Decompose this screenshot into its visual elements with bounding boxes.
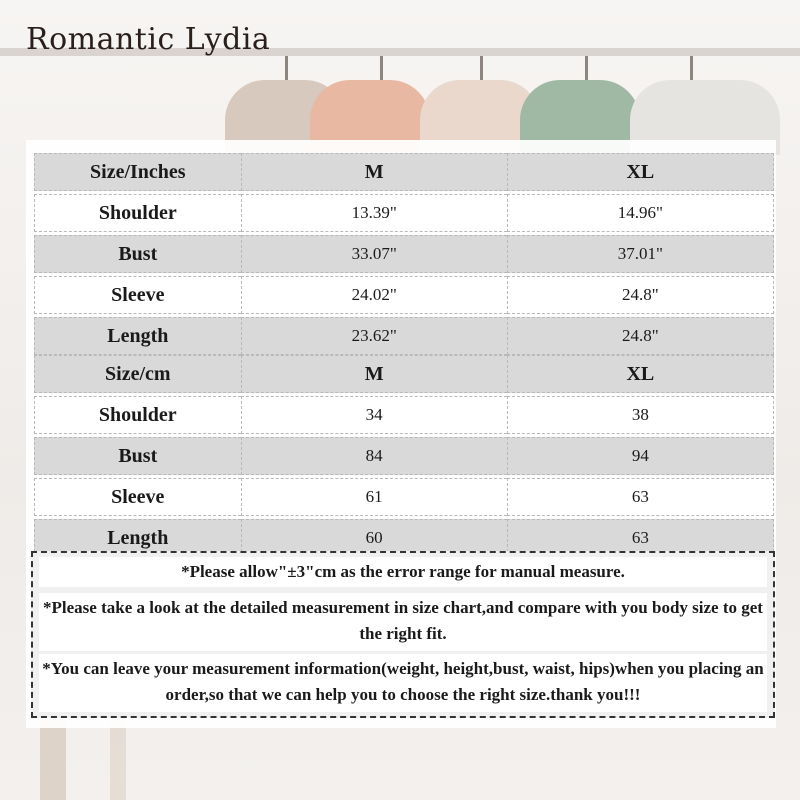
cell-xl: 38	[507, 396, 774, 434]
cell-m: 61	[241, 478, 507, 516]
cell-xl: 24.8"	[507, 317, 774, 355]
table-row	[34, 276, 774, 314]
row-label: Sleeve	[34, 478, 241, 516]
cell-m: 24.02"	[241, 276, 507, 314]
cell-xl: 63	[507, 519, 774, 557]
table-row	[34, 317, 774, 355]
size-table-cm	[34, 352, 774, 560]
row-label: Shoulder	[34, 396, 241, 434]
table-header-row	[34, 153, 774, 191]
note-size-chart: *Please take a look at the detailed measurement in size chart,and compare with you body size to get the right fit.	[39, 593, 767, 651]
table-row	[34, 194, 774, 232]
header-xl: XL	[507, 355, 774, 393]
row-label: Length	[34, 519, 241, 557]
header-m: M	[241, 355, 507, 393]
note-measurement-info: *You can leave your measurement information(weight, height,bust, waist, hips)when you placing an order,so that we can help you to choose the right size.thank you!!!	[39, 654, 767, 712]
cell-xl: 37.01"	[507, 235, 774, 273]
row-label: Length	[34, 317, 241, 355]
header-size: Size/cm	[34, 355, 241, 393]
table-row	[34, 396, 774, 434]
row-label: Sleeve	[34, 276, 241, 314]
cell-m: 13.39"	[241, 194, 507, 232]
table-header-row	[34, 355, 774, 393]
cell-m: 33.07"	[241, 235, 507, 273]
row-label: Bust	[34, 437, 241, 475]
cell-xl: 63	[507, 478, 774, 516]
table-row	[34, 437, 774, 475]
cell-m: 60	[241, 519, 507, 557]
header-xl: XL	[507, 153, 774, 191]
brand-logo: Romantic Lydia	[26, 22, 271, 57]
cell-m: 34	[241, 396, 507, 434]
cell-m: 23.62"	[241, 317, 507, 355]
header-m: M	[241, 153, 507, 191]
size-table-inches	[34, 150, 774, 358]
row-label: Bust	[34, 235, 241, 273]
notes-box	[31, 551, 775, 718]
cell-xl: 24.8"	[507, 276, 774, 314]
cell-xl: 14.96"	[507, 194, 774, 232]
table-row	[34, 478, 774, 516]
cell-xl: 94	[507, 437, 774, 475]
note-error-range: *Please allow"±3"cm as the error range for manual measure.	[39, 557, 767, 587]
row-label: Shoulder	[34, 194, 241, 232]
cell-m: 84	[241, 437, 507, 475]
table-row	[34, 235, 774, 273]
header-size: Size/Inches	[34, 153, 241, 191]
